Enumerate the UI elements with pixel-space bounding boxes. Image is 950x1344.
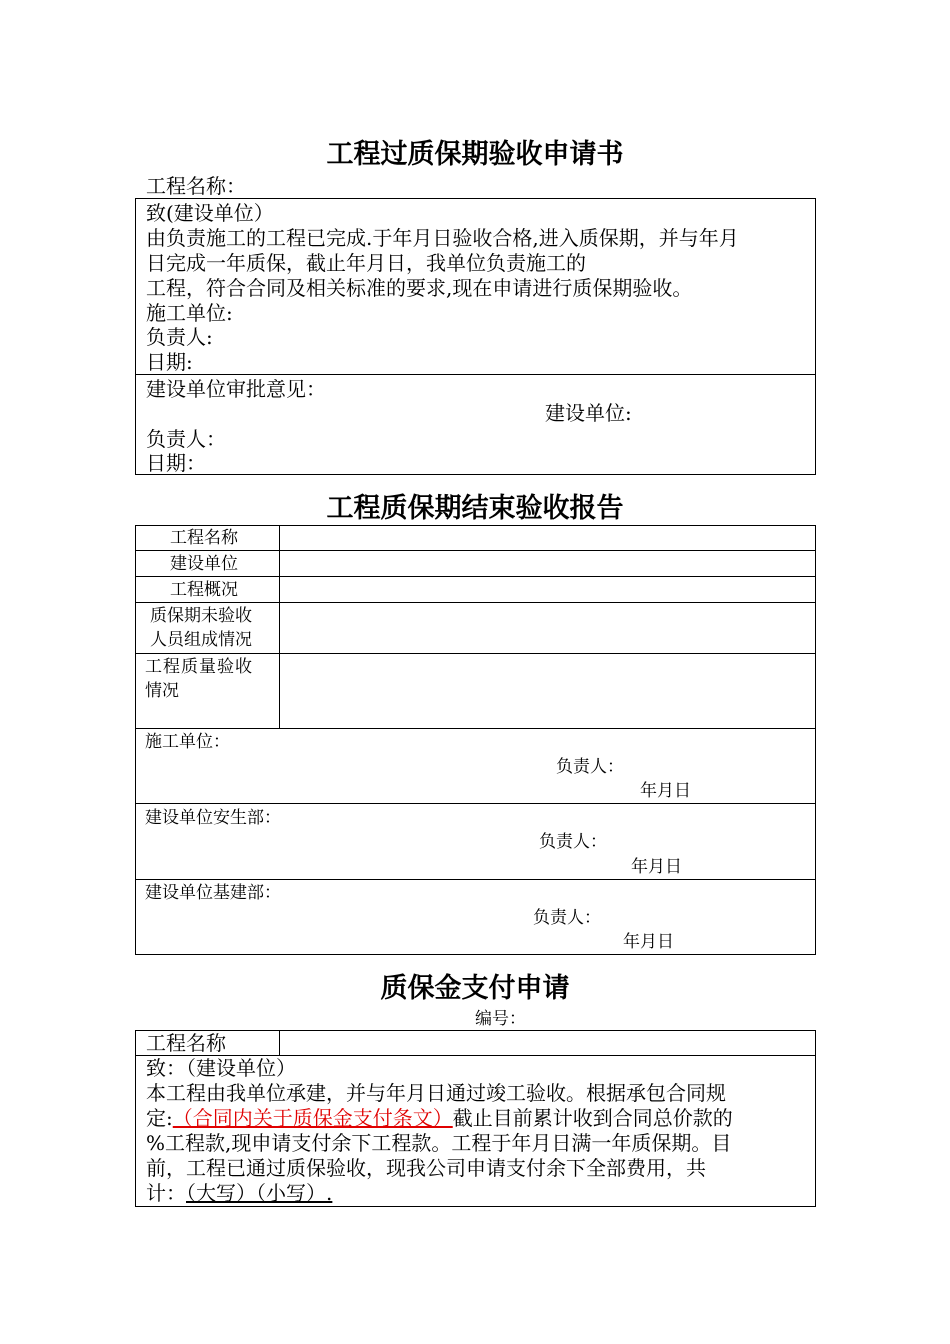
application-body-line-2: 日完成一年质保，截止年月日，我单位负责施工的 [146, 251, 586, 275]
table-label-committee-line-2: 人员组成情况 [150, 630, 252, 650]
payment-body-line-2-suffix: 截止目前累计收到合同总价款的 [452, 1106, 733, 1130]
row-divider [135, 803, 816, 804]
safety-dept-block-title: 建设单位安生部： [145, 808, 281, 828]
payment-body-line-1: 本工程由我单位承建，并与年月日通过竣工验收。根据承包合同规 [146, 1081, 726, 1105]
approval-opinion-label: 建设单位审批意见： [146, 377, 326, 401]
row-divider [135, 576, 816, 577]
safety-dept-block-person: 负责人： [539, 832, 607, 852]
construction-dept-block-title: 建设单位基建部： [145, 883, 281, 903]
table-label-overview: 工程概况 [170, 580, 238, 600]
addressee-line: 致(建设单位） [146, 201, 274, 225]
application-title: 工程过质保期验收申请书 [326, 139, 624, 170]
table-label-quality-line-1: 工程质量验收 [145, 657, 253, 677]
project-name-label: 工程名称： [146, 174, 246, 198]
application-body-line-3: 工程，符合合同及相关标准的要求,现在申请进行质保期验收。 [146, 276, 693, 300]
serial-number-label: 编号： [475, 1009, 526, 1029]
payment-body-line-5 [146, 1181, 332, 1206]
contractor-block-date: 年月日 [640, 781, 691, 801]
payment-request-title: 质保金支付申请 [380, 973, 570, 1004]
row-divider [135, 550, 816, 551]
payment-body-line-2 [146, 1106, 733, 1131]
payment-addressee-line: 致：（建设单位） [146, 1056, 296, 1080]
table-label-owner-unit: 建设单位 [170, 554, 238, 574]
row-divider [135, 602, 816, 603]
date-label-2: 日期： [146, 451, 206, 475]
row-divider [135, 728, 816, 729]
owner-unit-label: 建设单位: [545, 401, 632, 425]
construction-dept-block-date: 年月日 [623, 932, 674, 952]
table-column-divider [279, 1030, 280, 1055]
contractor-block-person: 负责人： [556, 757, 624, 777]
payment-project-name-label: 工程名称 [146, 1031, 226, 1055]
report-title: 工程质保期结束验收报告 [326, 493, 624, 524]
table-label-project-name: 工程名称 [170, 528, 238, 548]
application-body-line-1: 由负责施工的工程已完成.于年月日验收合格,进入质保期，并与年月 [146, 226, 739, 250]
table-column-divider [279, 525, 280, 728]
payment-amount-placeholder: （大写）（小写）. [186, 1181, 333, 1205]
construction-dept-block-person: 负责人： [533, 908, 601, 928]
date-label: 日期: [146, 350, 193, 374]
contractor-block-title: 施工单位： [145, 732, 230, 752]
safety-dept-block-date: 年月日 [631, 857, 682, 877]
row-divider [135, 653, 816, 654]
person-in-charge-label: 负责人: [146, 325, 213, 349]
contractor-label: 施工单位: [146, 301, 233, 325]
row-divider [135, 879, 816, 880]
payment-total-prefix: 计： [146, 1181, 186, 1205]
divider [135, 374, 816, 375]
table-label-quality-line-2: 情况 [145, 681, 179, 701]
table-label-committee-line-1: 质保期未验收 [150, 606, 252, 626]
payment-body-line-3: %工程款,现申请支付余下工程款。工程于年月日满一年质保期。目 [146, 1131, 732, 1155]
person-in-charge-label-2: 负责人： [146, 427, 226, 451]
contract-clause-placeholder: （合同内关于质保金支付条文） [172, 1106, 453, 1130]
payment-body-line-4: 前，工程已通过质保验收，现我公司申请支付余下全部费用，共 [146, 1156, 706, 1180]
payment-body-line-2-prefix: 定: [146, 1106, 173, 1130]
